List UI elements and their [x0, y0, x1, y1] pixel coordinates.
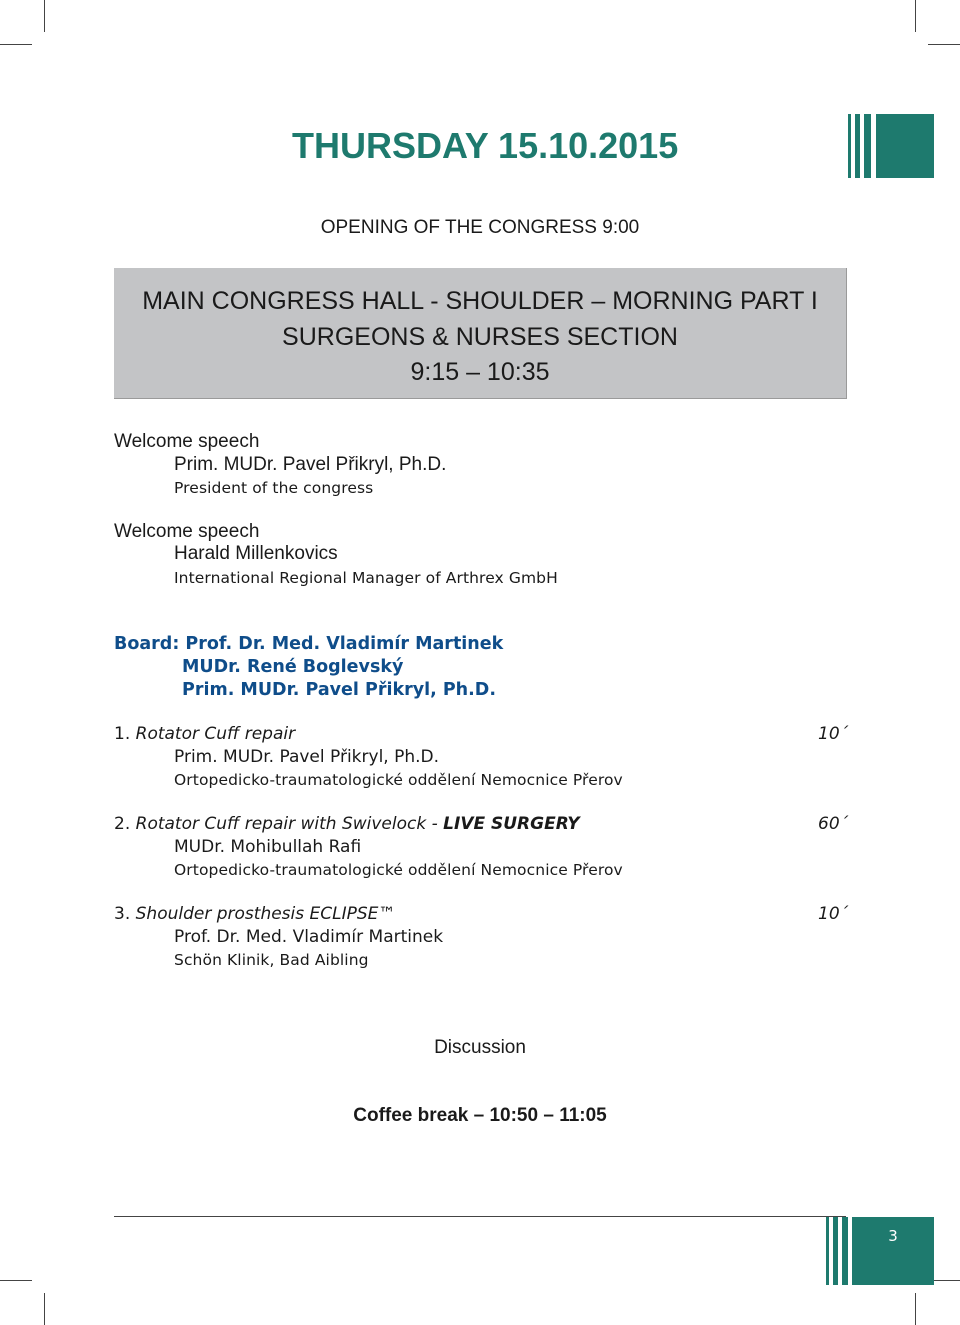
- talk-duration: 60´: [818, 814, 849, 834]
- crop-mark-top-right: [915, 0, 916, 32]
- talk-title: Shoulder prosthesis ECLIPSE™: [135, 904, 396, 924]
- talk-number: 2.: [114, 814, 131, 834]
- footer-bar-3: [842, 1217, 848, 1285]
- welcome-label: Welcome speech: [114, 431, 260, 452]
- talk-number: 3.: [114, 904, 131, 924]
- talk-speaker: MUDr. Mohibullah Rafi: [174, 837, 362, 857]
- welcome-role: President of the congress: [174, 479, 374, 497]
- crop-mark-top-left: [44, 0, 45, 32]
- footer-bar-2: [833, 1217, 838, 1285]
- welcome-speaker: Harald Millenkovics: [174, 543, 338, 564]
- talk-title: Rotator Cuff repair: [135, 724, 296, 744]
- deco-bar-1: [848, 114, 851, 178]
- board-label: Board:: [114, 634, 186, 654]
- footer-bar-1: [826, 1217, 829, 1285]
- deco-block: [876, 114, 934, 178]
- crop-mark-top-right-h: [928, 44, 960, 45]
- board-member: MUDr. René Boglevský: [182, 657, 404, 677]
- session-header-box: [114, 268, 847, 399]
- footer-rule: [114, 1216, 846, 1217]
- talk-duration: 10´: [818, 904, 849, 924]
- session-section: SURGEONS & NURSES SECTION: [282, 323, 678, 351]
- live-surgery-label: LIVE SURGERY: [443, 814, 580, 834]
- talk-title-line: [114, 722, 295, 746]
- talk-title-line: [114, 812, 580, 836]
- talk-affiliation: Ortopedicko-traumatologické oddělení Nemocnice Přerov: [174, 861, 623, 879]
- discussion-label: Discussion: [434, 1037, 526, 1058]
- opening-line: OPENING OF THE CONGRESS 9:00: [320, 217, 640, 238]
- crop-mark-bottom-left-h: [0, 1280, 32, 1281]
- talk-affiliation: Schön Klinik, Bad Aibling: [174, 951, 369, 969]
- talk-speaker: Prof. Dr. Med. Vladimír Martinek: [174, 927, 444, 947]
- crop-mark-top-left-h: [0, 44, 32, 45]
- page-title: THURSDAY 15.10.2015: [292, 125, 679, 166]
- talk-affiliation: Ortopedicko-traumatologické oddělení Nemocnice Přerov: [174, 771, 623, 789]
- talk-number: 1.: [114, 724, 131, 744]
- talk-duration: 10´: [818, 724, 849, 744]
- session-time: 9:15 – 10:35: [410, 358, 550, 386]
- talk-title-line: [114, 902, 395, 926]
- welcome-speaker: Prim. MUDr. Pavel Přikryl, Ph.D.: [174, 454, 447, 475]
- deco-bar-2: [855, 114, 860, 178]
- welcome-role: International Regional Manager of Arthrex GmbH: [174, 569, 558, 587]
- deco-bar-3: [864, 114, 871, 178]
- page-number-box: [852, 1217, 934, 1285]
- coffee-break-label: Coffee break – 10:50 – 11:05: [353, 1105, 607, 1126]
- session-title: MAIN CONGRESS HALL - SHOULDER – MORNING PART I: [142, 287, 818, 315]
- board-line-1: [114, 632, 503, 656]
- page-number: 3: [888, 1227, 898, 1245]
- board-member: Prim. MUDr. Pavel Přikryl, Ph.D.: [182, 680, 496, 700]
- welcome-label: Welcome speech: [114, 521, 260, 542]
- crop-mark-bottom-left: [44, 1293, 45, 1325]
- board-member: Prof. Dr. Med. Vladimír Martinek: [185, 634, 504, 654]
- talk-title: Rotator Cuff repair with Swivelock -: [135, 814, 444, 834]
- talk-speaker: Prim. MUDr. Pavel Přikryl, Ph.D.: [174, 747, 440, 767]
- crop-mark-bottom-right: [915, 1293, 916, 1325]
